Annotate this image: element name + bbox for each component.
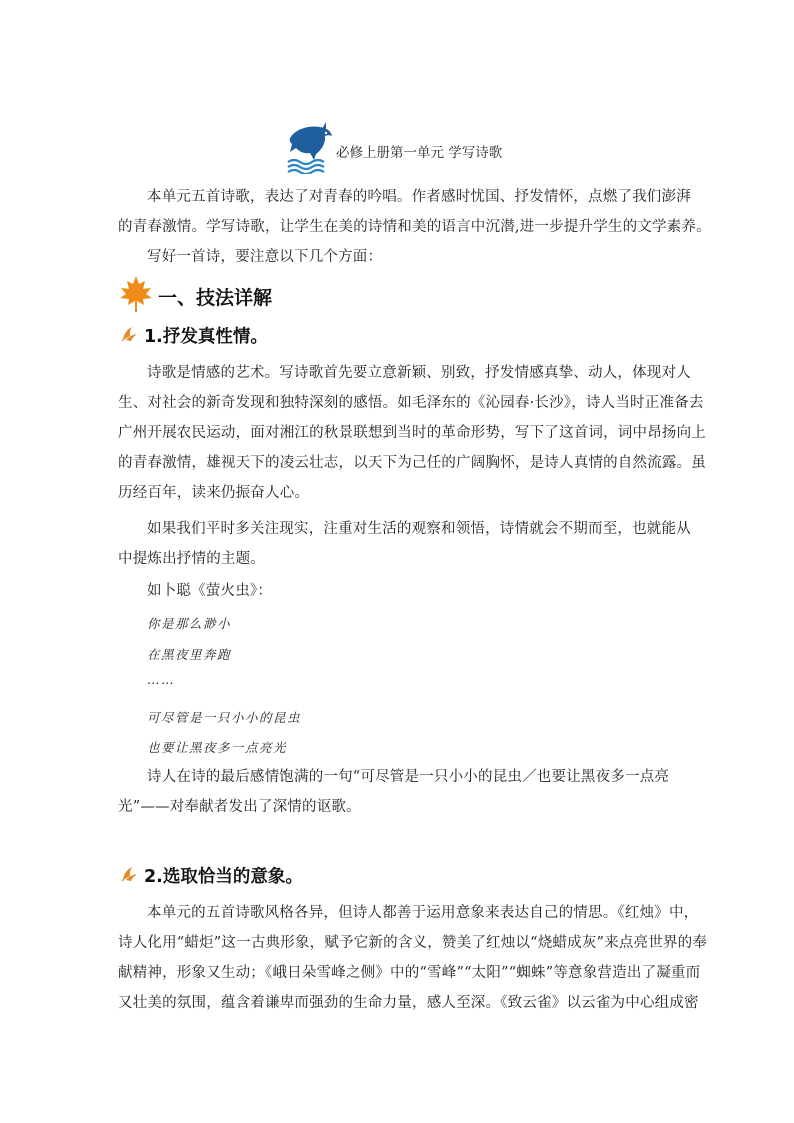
intro-lead xyxy=(118,242,684,272)
paragraph-line: 又壮美的氛围，蕴含着谦卑而强劲的生命力量，感人至深。《致云雀》以云雀为中心组成密 xyxy=(118,995,699,1011)
paragraph-line: 如果我们平时多关注现实，注重对生活的观察和领悟，诗情就会不期而至，也就能从 xyxy=(147,521,691,537)
intro-line: 的青春激情。学写诗歌，让学生在美的诗情和美的语言中沉潜,进一步提升学生的文学素养。 xyxy=(118,219,711,235)
section-heading-text: 一、技法详解 xyxy=(158,286,273,309)
subsection-heading-text: 1.抒发真性情。 xyxy=(144,326,268,347)
section-heading xyxy=(118,274,272,318)
paragraph-line: 中提炼出抒情的主题。 xyxy=(118,551,265,567)
paragraph-line: 光”——对奉献者发出了深情的讴歌。 xyxy=(118,799,361,815)
body-paragraph xyxy=(118,762,684,822)
example-intro xyxy=(118,576,684,606)
poem-line: 在黑夜里奔跑 xyxy=(147,647,232,662)
poem-line: 也要让黑夜多一点亮光 xyxy=(147,740,288,755)
paragraph-line: 生、对社会的新奇发现和独特深刻的感悟。如毛泽东的《沁园春·长沙》，诗人当时正准备去 xyxy=(118,395,704,411)
poem-line: 可尽管是一只小小的昆虫 xyxy=(147,710,302,725)
leaf-bullet-icon xyxy=(120,323,140,347)
document-title: 必修上册第一单元 学写诗歌 xyxy=(336,145,503,161)
subsection-heading xyxy=(120,322,268,348)
paragraph-line: 诗歌是情感的艺术。写诗歌首先要立意新颖、别致，抒发情感真挚、动人，体现对人 xyxy=(147,365,691,381)
paragraph-line: 历经百年，读来仍振奋人心。 xyxy=(118,485,310,501)
body-paragraph xyxy=(118,514,691,574)
paragraph-line: 广州开展农民运动，面对湘江的秋景联想到当时的革命形势，写下了这首词，词中昂扬向上 xyxy=(118,425,706,441)
dolphin-logo-icon xyxy=(286,120,336,174)
leaf-bullet-icon xyxy=(120,863,140,887)
example-intro-text: 如卜聪《萤火虫》： xyxy=(147,583,273,599)
body-paragraph xyxy=(118,898,708,1018)
paragraph-line: 本单元的五首诗歌风格各异，但诗人都善于运用意象来表达自己的情思。《红烛》中， xyxy=(147,905,699,921)
document-header xyxy=(286,120,502,174)
intro-line: 本单元五首诗歌，表达了对青春的吟唱。作者感时忧国、抒发情怀，点燃了我们澎湃 xyxy=(147,189,691,205)
intro-lead-text: 写好一首诗，要注意以下几个方面： xyxy=(147,249,383,265)
paragraph-line: 诗人化用“蜡炬”这一古典形象，赋予它新的含义，赞美了红烛以“烧蜡成灰”来点亮世界的奉 xyxy=(118,935,708,951)
maple-leaf-icon xyxy=(118,274,154,318)
subsection-heading xyxy=(120,862,303,888)
paragraph-line: 的青春激情，雄视天下的凌云壮志，以天下为己任的广阔胸怀，是诗人真情的自然流露。虽 xyxy=(118,455,706,471)
poem-line: 你是那么渺小 xyxy=(147,616,232,631)
intro-paragraph xyxy=(118,182,711,242)
body-paragraph xyxy=(118,358,706,508)
paragraph-line: 诗人在诗的最后感情饱满的一句“可尽管是一只小小的昆虫／也要让黑夜多一点亮 xyxy=(147,769,670,785)
subsection-heading-text: 2.选取恰当的意象。 xyxy=(144,866,303,887)
poem-line: …… xyxy=(147,672,175,687)
paragraph-line: 献精神，形象又生动；《峨日朵雪峰之侧》中的“雪峰”“太阳”“蜘蛛”等意象营造出了凝重而 xyxy=(118,965,701,981)
